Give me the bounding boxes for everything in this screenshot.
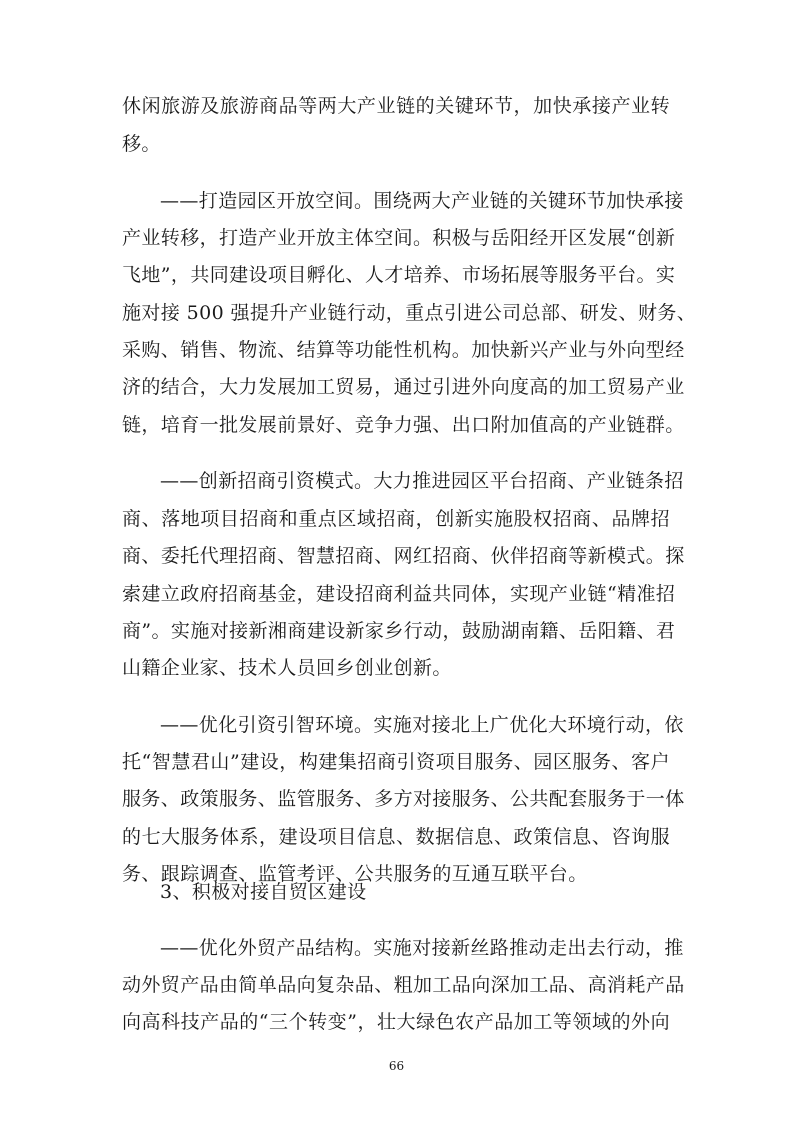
text-line: 产业转移，打造产业开放主体空间。积极与岳阳经开区发展“创新 (122, 227, 676, 249)
text-line: 商、落地项目招商和重点区域招商，创新实施股权招商、品牌招 (122, 508, 670, 530)
text-line: 济的结合，大力发展加工贸易，通过引进外向度高的加工贸易产业 (122, 376, 685, 398)
text-line: 链，培育一批发展前景好、竞争力强、出口附加值高的产业链群。 (122, 414, 685, 436)
text-line: 施对接 500 强提升产业链行动，重点引进公司总部、研发、财务、 (122, 302, 697, 324)
text-line: 托“智慧君山”建设，构建集招商引资项目服务、园区服务、客户 (122, 751, 670, 773)
section-heading: 3、积极对接自贸区建设 (160, 881, 367, 903)
text-line: ——优化引资引智环境。实施对接北上广优化大环境行动，依 (160, 714, 684, 736)
text-line: 动外贸产品由简单品向复杂品、粗加工品向深加工品、高消耗产品 (122, 974, 685, 996)
page-number: 66 (388, 1059, 405, 1073)
text-line: 采购、销售、物流、结算等功能性机构。加快新兴产业与外向型经 (122, 339, 685, 361)
text-line: 的七大服务体系，建设项目信息、数据信息、政策信息、咨询服 (122, 826, 670, 848)
text-line: 飞地”，共同建设项目孵化、人才培养、市场拓展等服务平台。实 (122, 264, 676, 286)
text-line: 务、跟踪调查、监管考评、公共服务的互通互联平台。 (122, 863, 588, 885)
text-line: ——创新招商引资模式。大力推进园区平台招商、产业链条招 (160, 470, 684, 492)
text-line: 服务、政策服务、监管服务、多方对接服务、公共配套服务于一体 (122, 788, 685, 810)
text-line: 休闲旅游及旅游商品等两大产业链的关键环节，加快承接产业转 (122, 95, 670, 117)
text-line: 索建立政府招商基金，建设招商利益共同体，实现产业链“精准招 (122, 583, 676, 605)
text-line: 向高科技产品的“三个转变”，壮大绿色农产品加工等领域的外向 (122, 1011, 670, 1033)
text-line: 山籍企业家、技术人员回乡创业创新。 (122, 657, 452, 679)
text-line: ——打造园区开放空间。围绕两大产业链的关键环节加快承接 (160, 190, 684, 212)
text-line: 移。 (122, 133, 161, 155)
text-line: 商”。实施对接新湘商建设新家乡行动，鼓励湖南籍、岳阳籍、君 (122, 620, 676, 642)
text-line: 商、委托代理招商、智慧招商、网红招商、伙伴招商等新模式。探 (122, 545, 685, 567)
text-line: ——优化外贸产品结构。实施对接新丝路推动走出去行动，推 (160, 937, 684, 959)
